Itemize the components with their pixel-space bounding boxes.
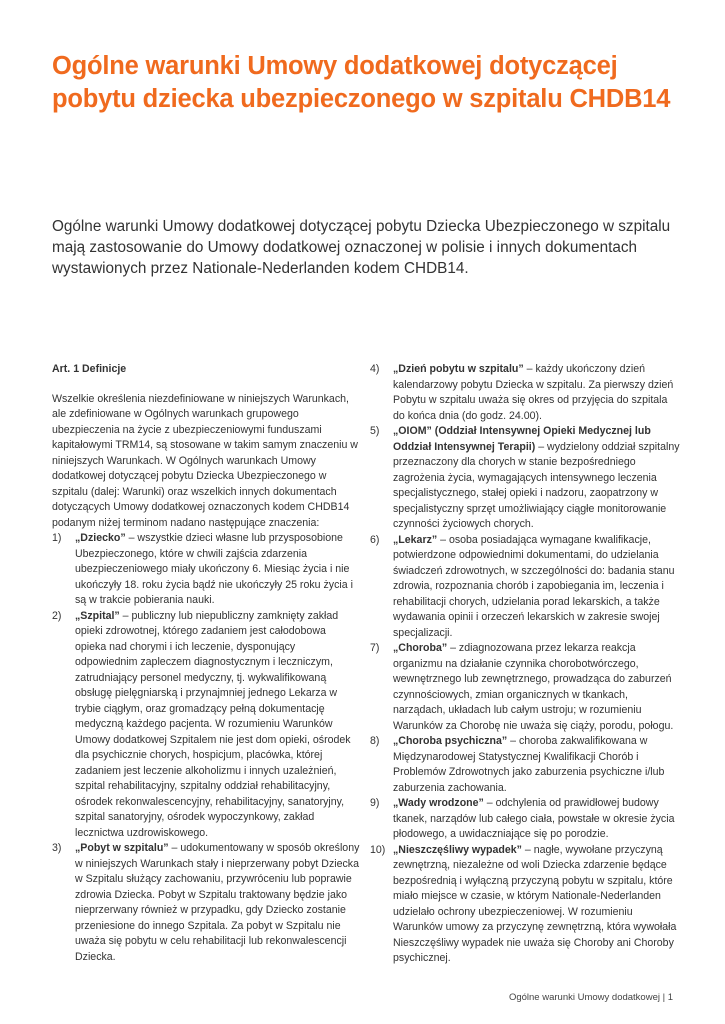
page-footer: Ogólne warunki Umowy dodatkowej | 1 bbox=[508, 992, 673, 1003]
definition-number: 4) bbox=[370, 363, 380, 375]
document-title: Ogólne warunki Umowy dodatkowej dotyczącej pobytu dziecka ubezpieczonego w szpitalu CHDB14 bbox=[52, 52, 671, 113]
definition-number: 8) bbox=[370, 735, 380, 747]
definition-item bbox=[370, 533, 680, 642]
definition-term: „Choroba” bbox=[393, 642, 448, 654]
definitions-list-left bbox=[52, 531, 360, 965]
definition-text: – wydzielony oddział szpitalny przeznaczony dla chorych w stanie bezpośredniego zagrożenia życia, wymagających intensywnego leczenia specjalistycznego, stałej opieki i nadzoru, zaopatrzony w specjalistyczny sprzęt umożliwiający ciągłe monitorowanie czynności życiowych chorych. bbox=[393, 440, 680, 530]
article-heading: Art. 1 Definicje bbox=[52, 363, 127, 375]
definition-text: – każdy ukończony dzień kalendarzowy pobytu Dziecka w szpitalu. Za pierwszy dzień Pobytu w szpitalu uważa się okres od przyjęcia do szpitala do końca dnia (do godz. 24.00). bbox=[393, 363, 674, 422]
definition-text: – odchylenia od prawidłowej budowy tkanek, narządów lub całego ciała, powstałe w okresie życia płodowego, a uwidaczniające się po porodzie. bbox=[393, 797, 675, 840]
definition-item bbox=[370, 843, 680, 967]
definition-item bbox=[370, 362, 680, 424]
definition-text: – publiczny lub niepubliczny zamknięty zakład opieki zdrowotnej, którego zadaniem jest całodobowa opieka nad chorymi i ich leczenie, dysponujący odpowiednim zapleczem diagnostycznym i leczniczym, zatrudniający personel medyczny, tj. wykwalifikowaną obsługę pielęgniarską i przynajmniej jednego Lekarza w trybie ciągłym, oraz gromadzący pełną dokumentację medyczną każdego pacjenta. W rozumieniu Warunków Umowy dodatkowej Szpitalem nie jest dom opieki, ośrodek dla psychicznie chorych, hospicjum, placówka, której zadaniem jest leczenie alkoholizmu i innych uzależnień, szpital rehabilitacyjny, szpitalny oddział rehabilitacyjny, ośrodek rekonwalescencyjny, rehabilitacyjny, sanatoryjny, szpital sanatoryjny, ośrodek wypoczynkowy, zakład lecznictwa uzdrowiskowego. bbox=[75, 609, 351, 839]
definition-number: 2) bbox=[52, 609, 62, 622]
right-column bbox=[370, 362, 680, 967]
definition-term: „Szpital” bbox=[75, 609, 120, 622]
definition-number: 9) bbox=[370, 797, 380, 809]
definition-number: 10) bbox=[370, 843, 386, 856]
definition-number: 3) bbox=[52, 842, 62, 854]
definition-term: „OIOM” (Oddział Intensywnej Opieki Medycznej lub Oddział Intensywnej Terapii) bbox=[393, 425, 651, 453]
definition-term: „Choroba psychiczna” bbox=[393, 735, 508, 747]
definitions-list-right bbox=[370, 362, 680, 967]
definition-term: „Nieszczęśliwy wypadek” bbox=[393, 843, 522, 856]
article-lead: Wszelkie określenia niezdefiniowane w niniejszych Warunkach, ale zdefiniowane w Ogólnych warunkach grupowego ubezpieczenia na życie z ubezpieczeniowymi funduszami kapitałowymi TRM14, są stosowane w takim samym znaczeniu w niniejszych Warunkach. W Ogólnych warunkach Umowy dodatkowej dotyczącej pobytu Dziecka Ubezpieczonego w szpitalu (dalej: Warunki) oraz wszelkich innych dokumentach dotyczących Umowy dodatkowej oznaczonych kodem CHDB14 podanym niżej terminom nadano następujące znaczenia: bbox=[52, 392, 358, 529]
definition-item bbox=[52, 841, 360, 965]
definition-term: „Lekarz” bbox=[393, 533, 438, 546]
definition-term: „Dzień pobytu w szpitalu” bbox=[393, 363, 524, 375]
definition-text: – osoba posiadająca wymagane kwalifikacje, potwierdzone odpowiednimi dokumentami, do udzielania świadczeń zdrowotnych, w szczególności do: badania stanu zdrowia, rozpoznania chorób i zapobiegania im, leczenia i rehabilitacji chorych, udzielania porad lekarskich, a także wydawania opinii i orzeczeń lekarskich w zakresie swojej specjalizacji. bbox=[393, 533, 675, 639]
definition-term: „Wady wrodzone” bbox=[393, 797, 484, 809]
definition-item bbox=[52, 609, 360, 842]
definition-text: – nagłe, wywołane przyczyną zewnętrzną, niezależne od woli Dziecka zdarzenie będące bezpośrednią i wyłączną przyczyną pobytu w szpitalu, które miało miejsce w czasie, w którym Nationale-Nederlanden udzielało ochrony ubezpieczeniowej. W rozumieniu Warunków umowy za przyczynę zewnętrzną, która wywołała Nieszczęśliwy wypadek nie uważa się Choroby ani Choroby psychicznej. bbox=[393, 843, 677, 964]
intro-paragraph: Ogólne warunki Umowy dodatkowej dotyczącej pobytu Dziecka Ubezpieczonego w szpitalu mają zastosowanie do Umowy dodatkowej oznaczonej w polisie i innych dokumentach wystawionych przez Nationale-Nederlanden kodem CHDB14. bbox=[52, 218, 671, 277]
definition-item bbox=[370, 641, 680, 734]
definition-term: „Pobyt w szpitalu” bbox=[75, 842, 169, 854]
left-column bbox=[52, 362, 360, 965]
definition-text: – udokumentowany w sposób określony w niniejszych Warunkach stały i nieprzerwany pobyt Dziecka w Szpitalu służący zachowaniu, przywróceniu lub poprawie zdrowia Dziecka. Pobyt w Szpitalu traktowany będzie jako nieprzerwany również w przypadku, gdy Dziecko zostanie przeniesione do innego Szpitala. Za pobyt w Szpitalu nie uważa się pobytu w celu rehabilitacji lub rekonwalescencji Dziecka. bbox=[75, 842, 360, 963]
definition-number: 1) bbox=[52, 532, 62, 544]
definition-item bbox=[52, 531, 360, 609]
definition-term: „Dziecko” bbox=[75, 532, 126, 544]
definition-item bbox=[370, 734, 680, 796]
definition-text: – zdiagnozowana przez lekarza reakcja organizmu na działanie czynnika chorobotwórczego, wewnętrznego lub zewnętrznego, prowadząca do zaburzeń czynnościowych, zmian organicznych w tkankach, narządach, układach lub całym ustroju; w rozumieniu Warunków za Chorobę nie uważa się ciąży, porodu, połogu. bbox=[393, 642, 674, 732]
definition-text: – wszystkie dzieci własne lub przysposobione Ubezpieczonego, które w chwili zajścia zdarzenia ubezpieczeniowego miały ukończony 6. Miesiąc życia i nie ukończyły 18. roku życia bądź nie ukończyły 25 roku życia i są w trakcie pobierania nauki. bbox=[75, 532, 353, 606]
definition-item bbox=[370, 424, 680, 533]
definition-number: 6) bbox=[370, 533, 380, 546]
definition-number: 7) bbox=[370, 642, 380, 654]
definition-text: – choroba zakwalifikowana w Międzynarodowej Statystycznej Kwalifikacji Chorób i Problemów Zdrowotnych jako zaburzenia psychiczne i/lub zaburzenia zachowania. bbox=[393, 735, 665, 794]
definition-number: 5) bbox=[370, 425, 380, 437]
definition-item bbox=[370, 796, 680, 843]
